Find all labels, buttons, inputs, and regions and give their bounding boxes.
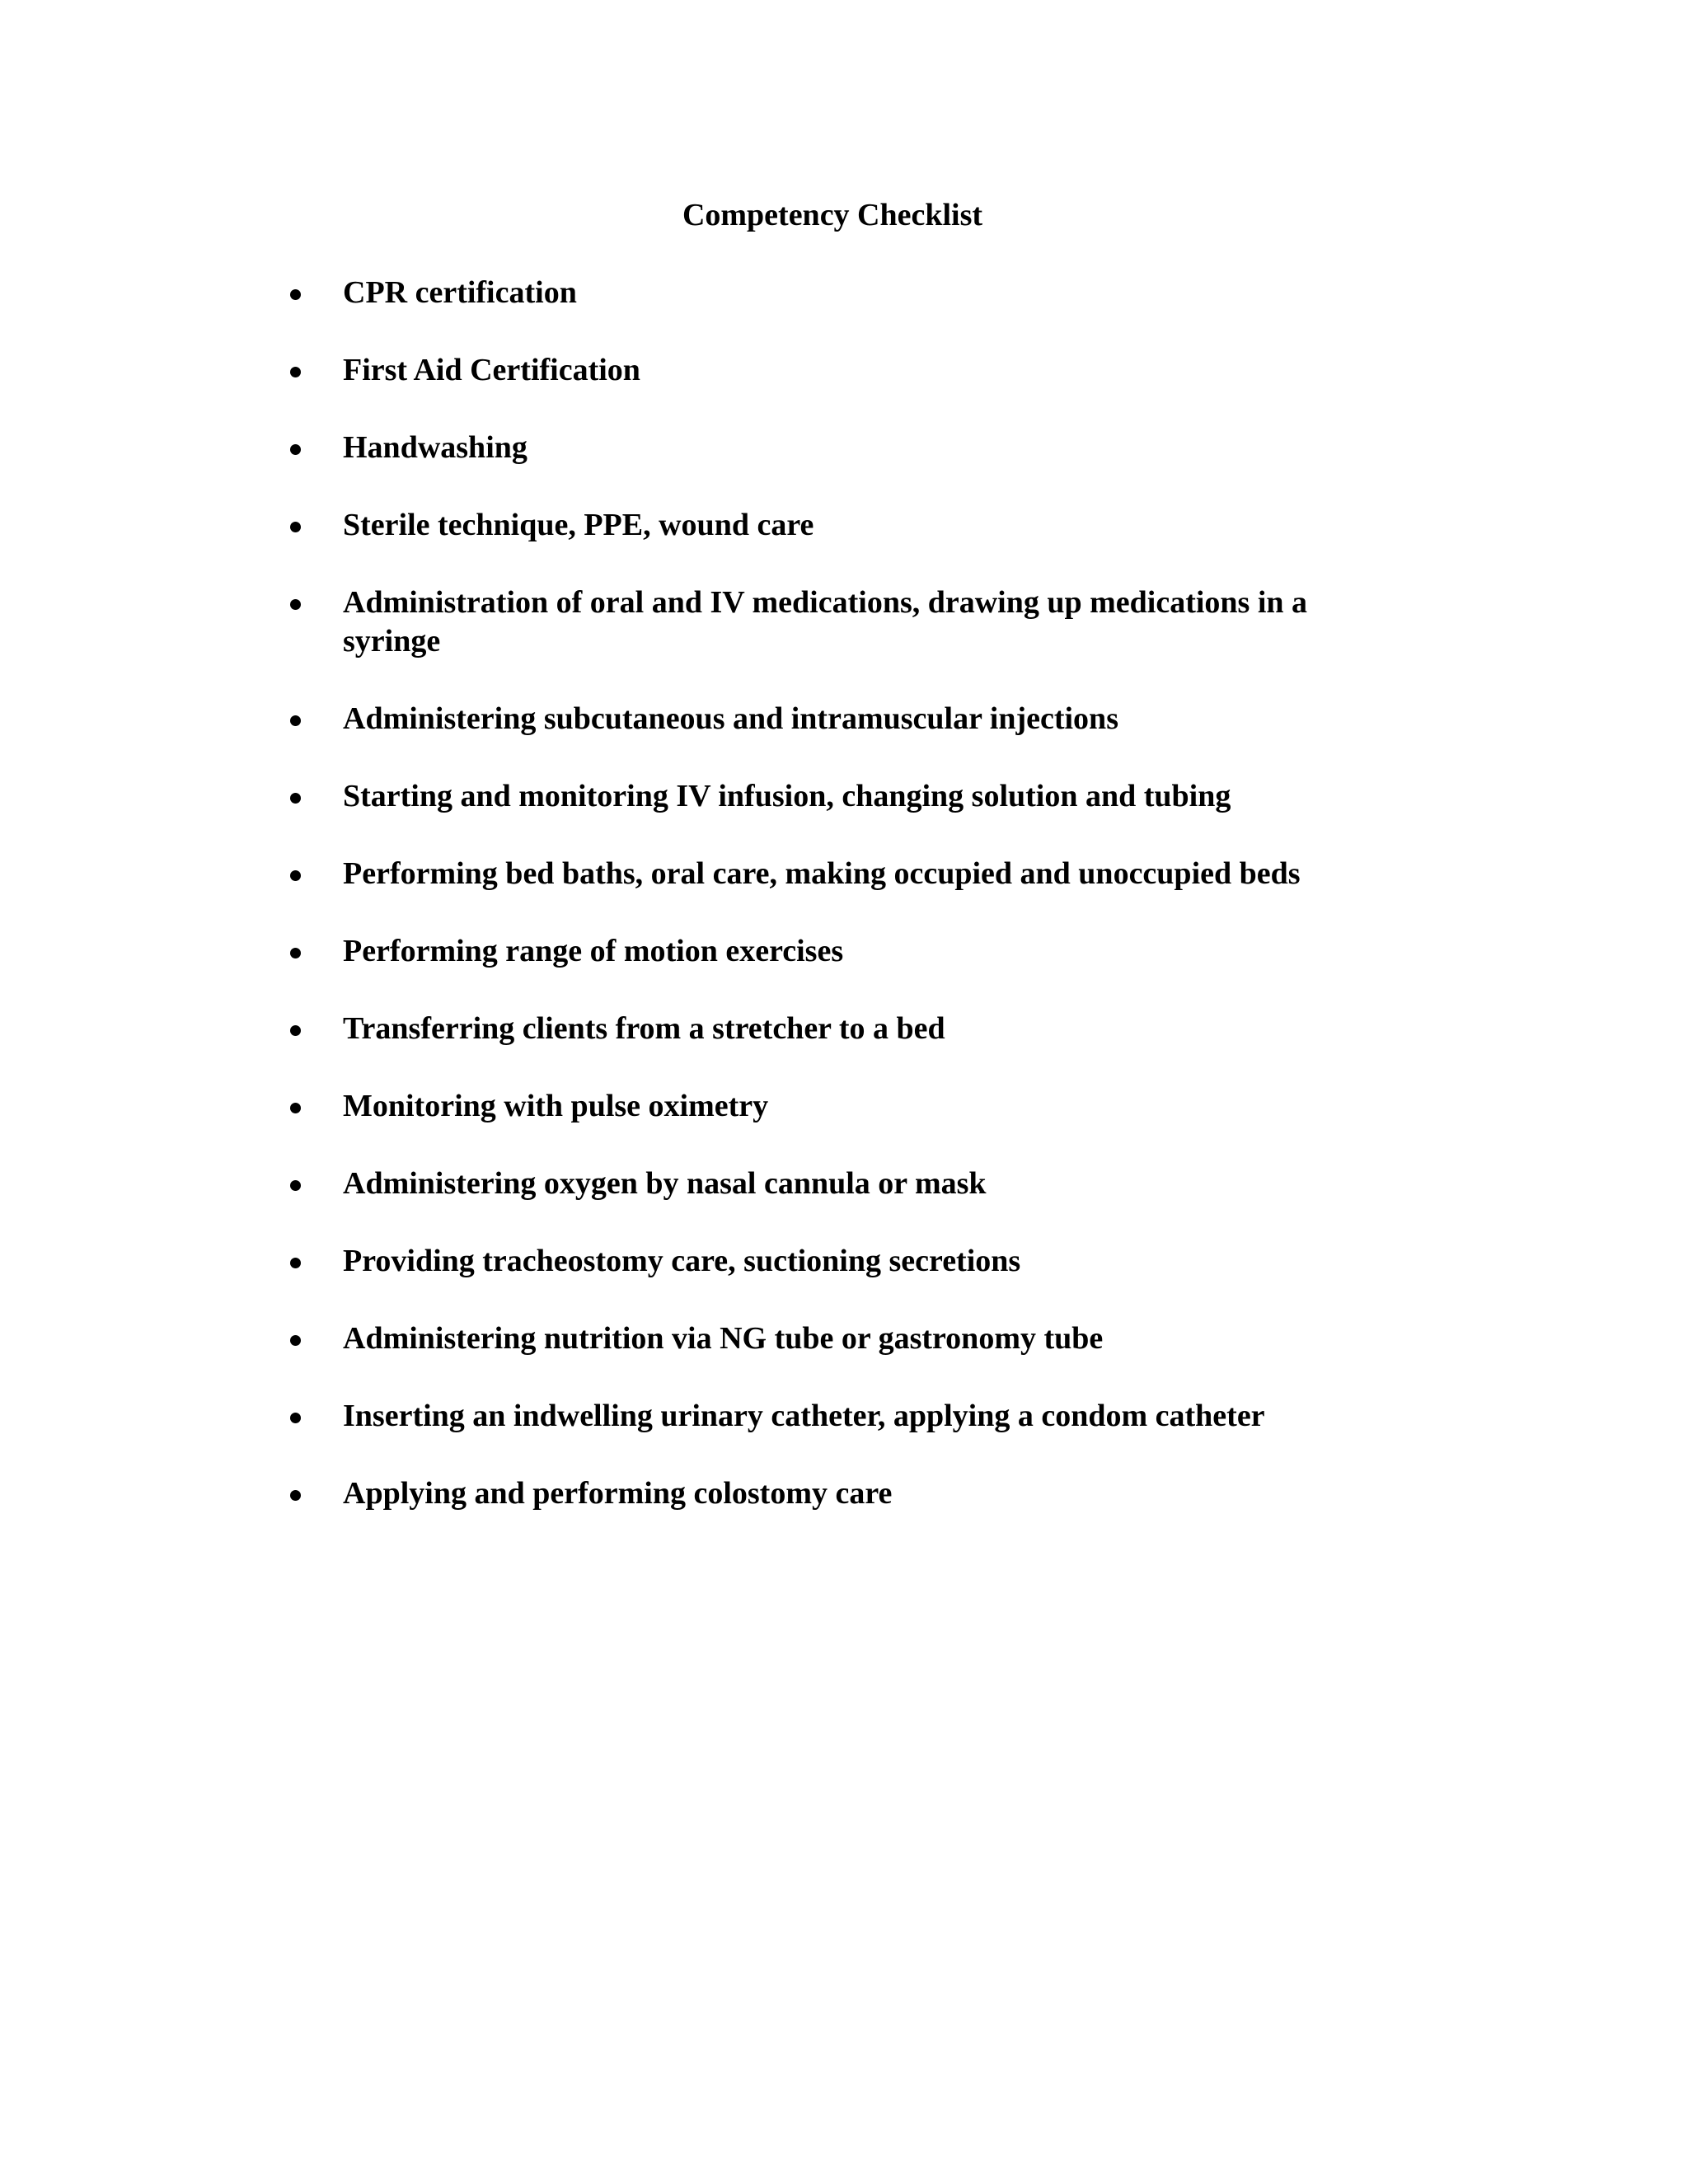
bullet-icon (290, 1335, 301, 1346)
list-item-text: Transferring clients from a stretcher to a bed (343, 1011, 945, 1046)
bullet-icon (290, 1025, 301, 1036)
list-item-text: Monitoring with pulse oximetry (343, 1089, 769, 1123)
list-item (290, 351, 1395, 390)
list-item (290, 274, 1395, 312)
bullet-icon (290, 715, 301, 726)
bullet-icon (290, 367, 301, 377)
bullet-icon (290, 599, 301, 610)
list-item (290, 1397, 1395, 1436)
list-item-text: Starting and monitoring IV infusion, changing solution and tubing (343, 779, 1231, 813)
list-item (290, 429, 1395, 467)
list-item-text: Administering oxygen by nasal cannula or mask (343, 1166, 987, 1201)
list-item-text: Inserting an indwelling urinary catheter, applying a condom catheter (343, 1399, 1265, 1433)
bullet-icon (290, 1413, 301, 1423)
list-item (290, 583, 1395, 661)
list-item (290, 932, 1395, 971)
list-item (290, 777, 1395, 816)
list-item (290, 1010, 1395, 1048)
list-item-text: Administering subcutaneous and intramuscular injections (343, 701, 1118, 736)
list-item (290, 1087, 1395, 1126)
bullet-icon (290, 793, 301, 804)
list-item-text: Performing bed baths, oral care, making occupied and unoccupied beds (343, 856, 1301, 891)
list-item-text: Sterile technique, PPE, wound care (343, 508, 814, 542)
bullet-icon (290, 522, 301, 532)
list-item (290, 855, 1395, 893)
bullet-icon (290, 1103, 301, 1113)
list-item (290, 506, 1395, 545)
list-item (290, 1242, 1395, 1281)
competency-list (290, 274, 1395, 1552)
bullet-icon (290, 1490, 301, 1501)
bullet-icon (290, 870, 301, 881)
list-item-text: Handwashing (343, 430, 528, 465)
list-item-text: Performing range of motion exercises (343, 934, 844, 968)
bullet-icon (290, 444, 301, 455)
bullet-icon (290, 289, 301, 300)
list-item-text: Providing tracheostomy care, suctioning secretions (343, 1244, 1021, 1278)
list-item (290, 1165, 1395, 1203)
list-item-text: Applying and performing colostomy care (343, 1476, 893, 1511)
bullet-icon (290, 1180, 301, 1191)
list-item-text: Administering nutrition via NG tube or gastronomy tube (343, 1321, 1104, 1356)
bullet-icon (290, 948, 301, 958)
bullet-icon (290, 1258, 301, 1268)
list-item-text: First Aid Certification (343, 353, 640, 387)
list-item (290, 1474, 1395, 1513)
page-title: Competency Checklist (682, 198, 983, 232)
list-item (290, 700, 1395, 738)
list-item-text: Administration of oral and IV medications, drawing up medications in a syringe (343, 585, 1308, 658)
list-item (290, 1319, 1395, 1358)
list-item-text: CPR certification (343, 275, 577, 310)
